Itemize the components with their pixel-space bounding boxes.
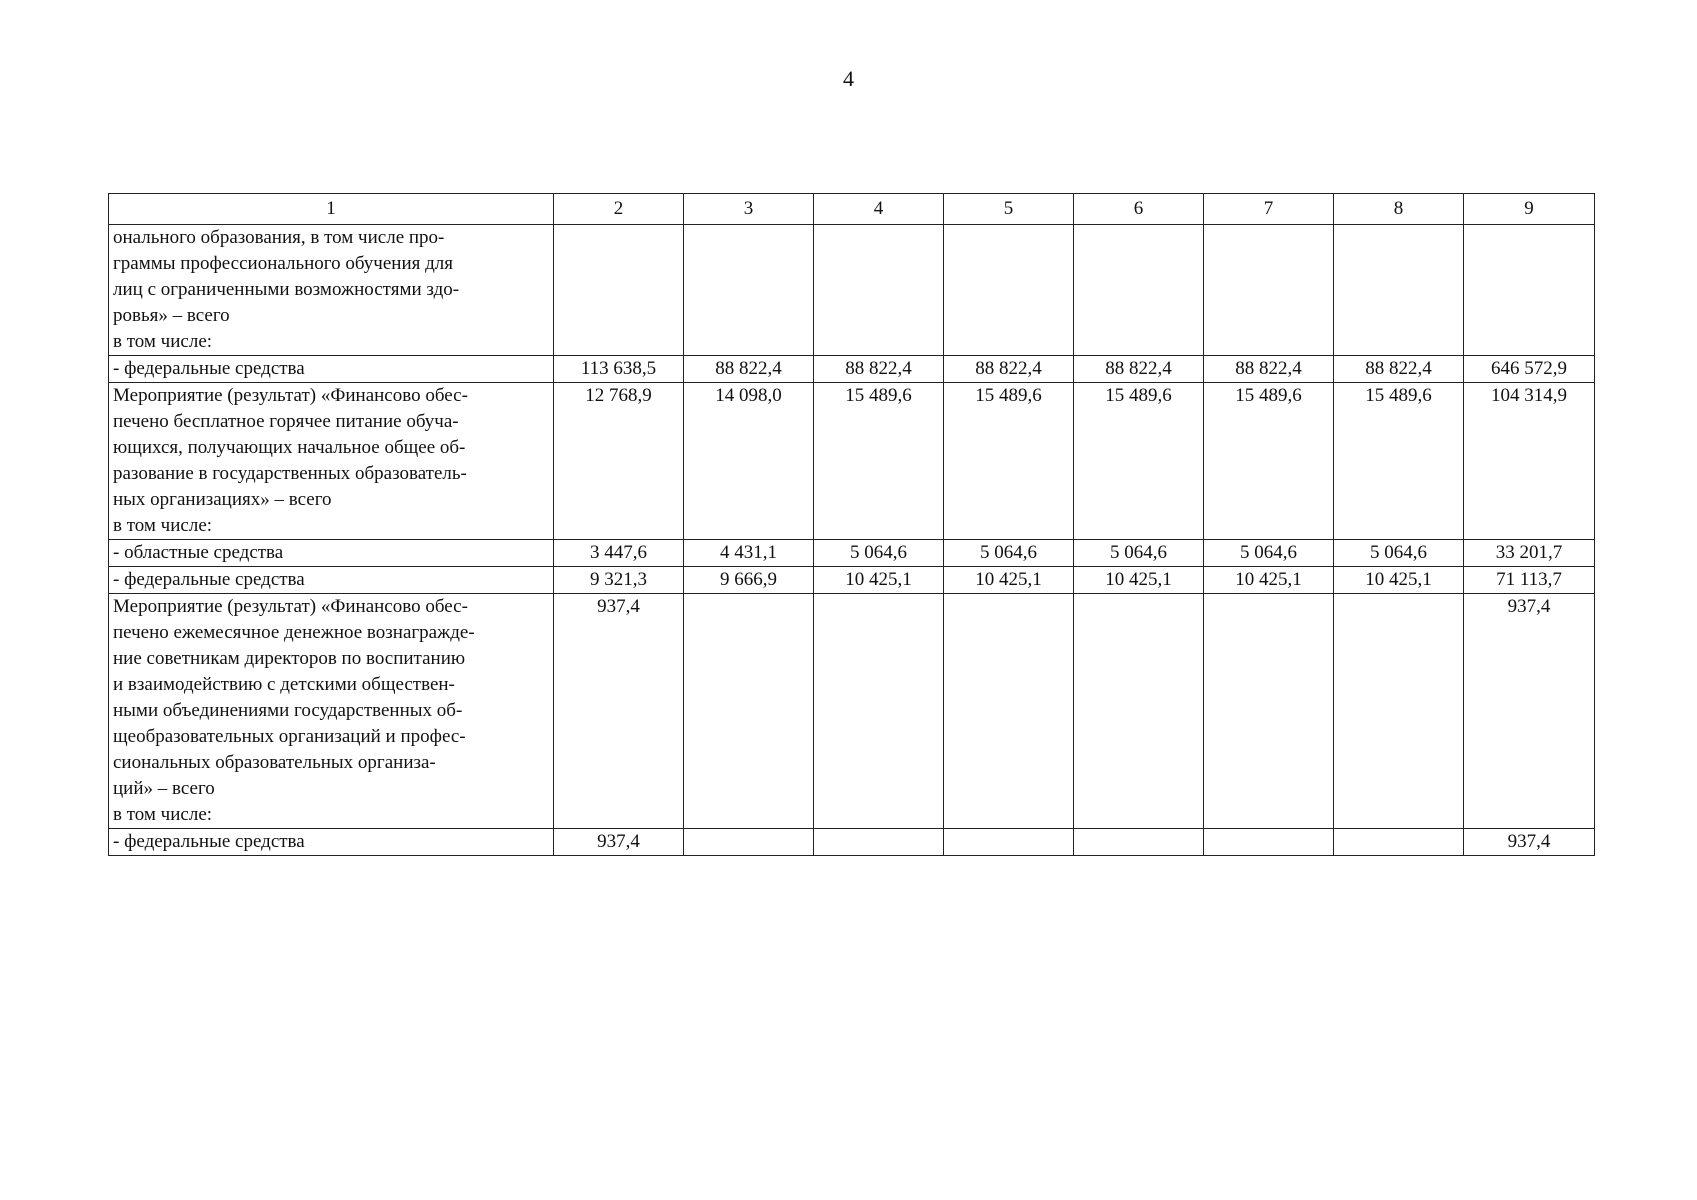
table-cell: 33 201,7 [1464, 540, 1595, 567]
table-row [109, 594, 1595, 829]
column-header: 9 [1464, 194, 1595, 225]
table-cell: 10 425,1 [1334, 567, 1464, 594]
page-number: 4 [843, 66, 854, 91]
column-header: 1 [109, 194, 554, 225]
table-cell [814, 829, 944, 856]
table-cell: 14 098,0 [684, 383, 814, 540]
table-cell [944, 829, 1074, 856]
column-header: 4 [814, 194, 944, 225]
table-cell: 4 431,1 [684, 540, 814, 567]
table-row [109, 383, 1595, 540]
column-header: 6 [1074, 194, 1204, 225]
column-header: 2 [554, 194, 684, 225]
table-cell: 10 425,1 [1074, 567, 1204, 594]
row-label: - федеральные средства [109, 829, 554, 856]
table-cell: 15 489,6 [814, 383, 944, 540]
table-cell: 3 447,6 [554, 540, 684, 567]
row-label: Мероприятие (результат) «Финансово обес- печено бесплатное горячее питание обуча- ющихся, получающих начальное общее об- разование в государственных образователь- ных организациях» – всего в том числе: [109, 383, 554, 540]
row-label: - федеральные средства [109, 567, 554, 594]
table-cell: 15 489,6 [1074, 383, 1204, 540]
table-cell: 113 638,5 [554, 356, 684, 383]
table-cell [684, 594, 814, 829]
column-header: 7 [1204, 194, 1334, 225]
table-cell: 5 064,6 [1204, 540, 1334, 567]
table-cell [554, 225, 684, 356]
table-cell [684, 225, 814, 356]
table-row [109, 829, 1595, 856]
table-cell [1204, 225, 1334, 356]
table-cell: 10 425,1 [814, 567, 944, 594]
table-cell [1074, 594, 1204, 829]
table-cell [1464, 225, 1595, 356]
table-cell: 10 425,1 [944, 567, 1074, 594]
table-cell [1334, 829, 1464, 856]
table-cell: 5 064,6 [814, 540, 944, 567]
column-header: 8 [1334, 194, 1464, 225]
table-cell: 88 822,4 [1334, 356, 1464, 383]
table-cell: 5 064,6 [1074, 540, 1204, 567]
column-header: 5 [944, 194, 1074, 225]
table-cell: 71 113,7 [1464, 567, 1595, 594]
row-label: онального образования, в том числе про- граммы профессионального обучения для лиц с ограниченными возможностями здо- ровья» – всего в том числе: [109, 225, 554, 356]
table-cell: 937,4 [1464, 594, 1595, 829]
table-cell: 5 064,6 [1334, 540, 1464, 567]
table-cell [1074, 225, 1204, 356]
table-cell: 9 666,9 [684, 567, 814, 594]
table-row [109, 356, 1595, 383]
table-cell: 88 822,4 [1074, 356, 1204, 383]
row-label: - областные средства [109, 540, 554, 567]
table-cell: 9 321,3 [554, 567, 684, 594]
table-cell [1204, 594, 1334, 829]
table-cell: 937,4 [554, 594, 684, 829]
table-cell: 10 425,1 [1204, 567, 1334, 594]
table-cell: 5 064,6 [944, 540, 1074, 567]
table-cell [1334, 225, 1464, 356]
table-cell: 12 768,9 [554, 383, 684, 540]
table-cell: 88 822,4 [1204, 356, 1334, 383]
table-cell [944, 594, 1074, 829]
table-cell [684, 829, 814, 856]
table-cell: 15 489,6 [944, 383, 1074, 540]
table-cell: 937,4 [1464, 829, 1595, 856]
row-label: Мероприятие (результат) «Финансово обес- печено ежемесячное денежное вознагражде- ние советникам директоров по воспитанию и взаимодействию с детскими обществен- ными объединениями государственных об- щеобразовательных организаций и профес- сиональных образовательных организа- ций» – всего в том числе: [109, 594, 554, 829]
column-header: 3 [684, 194, 814, 225]
budget-table [108, 193, 1595, 856]
table-cell [1334, 594, 1464, 829]
table-cell [1074, 829, 1204, 856]
table-cell: 88 822,4 [814, 356, 944, 383]
table-cell: 88 822,4 [944, 356, 1074, 383]
table-row [109, 567, 1595, 594]
table-cell [944, 225, 1074, 356]
table-cell: 15 489,6 [1334, 383, 1464, 540]
table-row [109, 540, 1595, 567]
table-cell [1204, 829, 1334, 856]
table-cell [814, 594, 944, 829]
table-cell: 646 572,9 [1464, 356, 1595, 383]
table-cell: 937,4 [554, 829, 684, 856]
table-cell: 15 489,6 [1204, 383, 1334, 540]
table-cell: 104 314,9 [1464, 383, 1595, 540]
table-cell: 88 822,4 [684, 356, 814, 383]
table-row [109, 225, 1595, 356]
table-cell [814, 225, 944, 356]
row-label: - федеральные средства [109, 356, 554, 383]
header-row [109, 194, 1595, 225]
